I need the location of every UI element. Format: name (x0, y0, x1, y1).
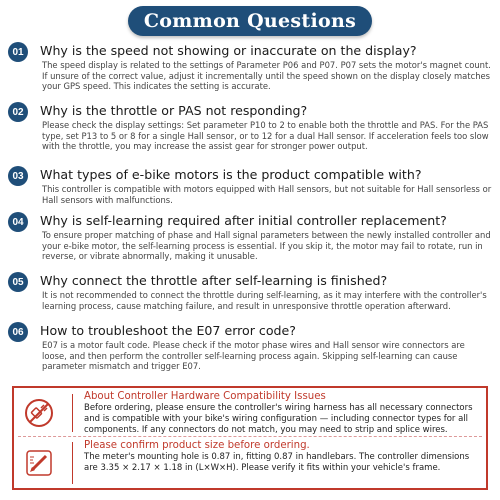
faq-answer: E07 is a motor fault code. Please check if the motor phase wires and Hall sensor wire connectors are loose, and then perform the controller self-learning process again. Skipping self-learning can cause parameter mismatch and trigger E07. (42, 340, 465, 372)
faq-number-badge: 02 (8, 102, 28, 122)
notice-title: Please confirm product size before ordering. (84, 440, 310, 451)
faq-answer: The speed display is related to the settings of Parameter P06 and P07. P07 sets the motor's magnet count. If unsure of the correct value, adjust it incrementally until the speed shown on the display closely matches your GPS speed. This indicates the setting is accurate. (42, 60, 491, 92)
ruler-pencil-icon (24, 448, 54, 478)
faq-question: What types of e-bike motors is the product compatible with? (40, 167, 422, 182)
faq-question: Why is the speed not showing or inaccurate on the display? (40, 43, 417, 58)
notice-separator (72, 394, 73, 432)
notice-separator (72, 442, 73, 484)
notice-divider (18, 436, 482, 437)
page-title: Common Questions (143, 10, 357, 32)
faq-question: Why is the throttle or PAS not responding? (40, 103, 308, 118)
faq-number-badge: 06 (8, 322, 28, 342)
notice-text: The meter's mounting hole is 0.87 in, fitting 0.87 in handlebars. The controller dimensions are 3.35 × 2.17 × 1.18 in (L×W×H). Please verify it fits within your vehicle's frame. (84, 452, 470, 473)
faq-answer: It is not recommended to connect the throttle during self-learning, as it may interfere with the controller's learning process, cause matching failure, and result in unresponsive throttle operation afterward. (42, 290, 487, 311)
faq-answer: Please check the display settings: Set parameter P10 to 2 to enable both the throttle and PAS. For the PAS type, set P13 to 5 or 8 for a single Hall sensor, or to 12 for a dual Hall sensor. If acceleration feels too slow with the throttle, you may increase the assist gear for stronger power output. (42, 120, 489, 152)
notice-box (12, 386, 488, 490)
faq-number-badge: 03 (8, 166, 28, 186)
faq-number-badge: 05 (8, 272, 28, 292)
faq-question: Why connect the throttle after self-learning is finished? (40, 273, 388, 288)
faq-answer: To ensure proper matching of phase and Hall signal parameters between the newly installed controller and your e-bike motor, the self-learning process is essential. If you skip it, the motor may fail to rotate, run in reverse, or vibrate abnormally, making it unusable. (42, 230, 491, 262)
page-title-banner (128, 6, 372, 36)
notice-title: About Controller Hardware Compatibility Issues (84, 391, 326, 402)
plug-warning-icon (24, 398, 54, 428)
faq-question: Why is self-learning required after initial controller replacement? (40, 213, 447, 228)
faq-answer: This controller is compatible with motors equipped with Hall sensors, but not suitable for Hall sensorless or Hall sensors with malfunctions. (42, 184, 492, 205)
faq-question: How to troubleshoot the E07 error code? (40, 323, 296, 338)
faq-number-badge: 01 (8, 42, 28, 62)
faq-number-badge: 04 (8, 212, 28, 232)
notice-text: Before ordering, please ensure the controller's wiring harness has all necessary connectors and is compatible with your bike's wiring configuration — including connector types for all components. If any connectors do not match, you may need to strip and splice wires. (84, 403, 473, 435)
